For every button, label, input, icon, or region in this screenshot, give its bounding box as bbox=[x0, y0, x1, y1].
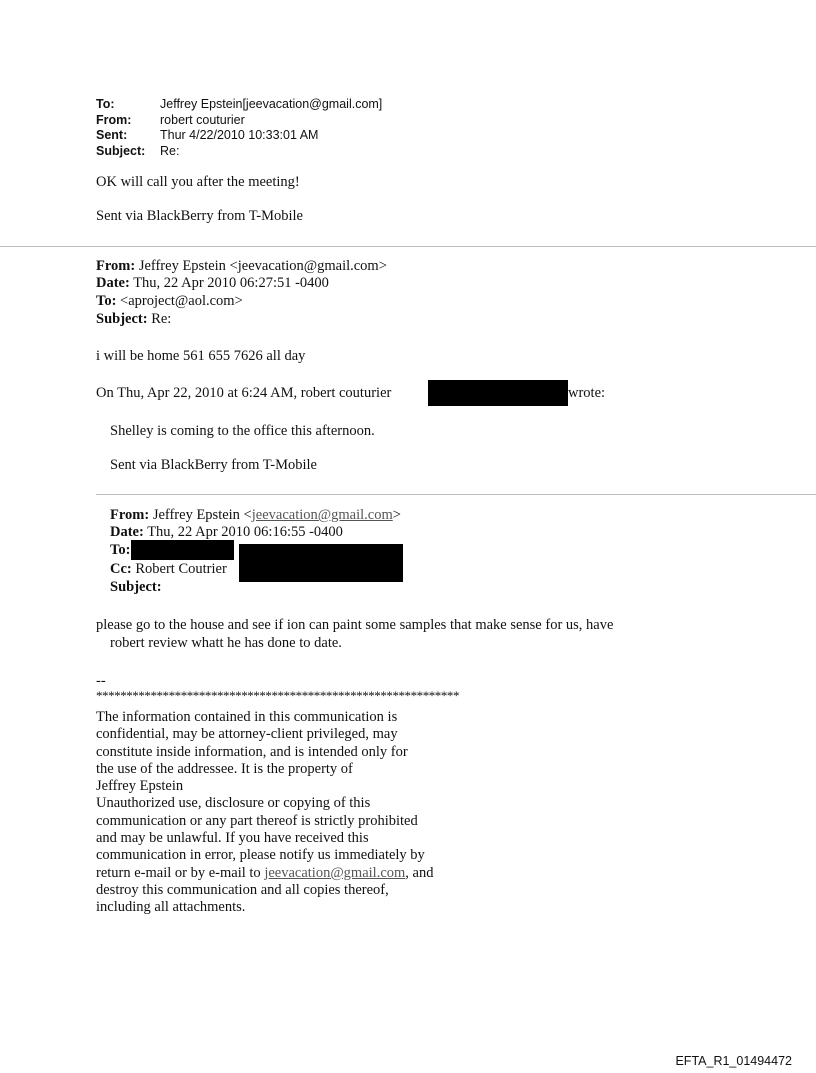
divider bbox=[0, 246, 816, 247]
msg2-to-value: <aproject@aol.com> bbox=[116, 293, 243, 309]
msg2-date-value: Thu, 22 Apr 2010 06:27:51 -0400 bbox=[129, 275, 329, 291]
msg3-to-label: To: bbox=[110, 542, 131, 558]
header-to-value: Jeffrey Epstein[jeevacation@gmail.com] bbox=[160, 97, 383, 111]
email-header bbox=[96, 97, 382, 159]
disclaimer-dashes: -- bbox=[96, 673, 106, 689]
msg3-cc-row bbox=[110, 561, 227, 578]
msg3-subject-row bbox=[110, 579, 162, 596]
msg3-date-row bbox=[110, 524, 343, 541]
msg3-from-suffix: > bbox=[392, 507, 401, 523]
msg3-body-line2: robert review whatt he has done to date. bbox=[110, 635, 342, 651]
document-id: EFTA_R1_01494472 bbox=[675, 1054, 792, 1068]
msg3-from-prefix: Jeffrey Epstein < bbox=[149, 507, 252, 523]
msg1-body: OK will call you after the meeting! bbox=[96, 174, 300, 190]
msg2-quote-prefix: On Thu, Apr 22, 2010 at 6:24 AM, robert couturier bbox=[96, 385, 392, 401]
disclaimer-line: and may be unlawful. If you have received this bbox=[96, 830, 369, 847]
msg3-to-row bbox=[110, 542, 130, 559]
msg2-subject-row bbox=[96, 311, 171, 328]
msg2-subject-value: Re: bbox=[147, 311, 172, 327]
msg2-quoted-signature: Sent via BlackBerry from T-Mobile bbox=[110, 457, 317, 473]
disclaimer-line: The information contained in this communication is bbox=[96, 709, 398, 725]
header-sent-value: Thur 4/22/2010 10:33:01 AM bbox=[160, 128, 319, 142]
msg2-quoted-body: Shelley is coming to the office this afternoon. bbox=[110, 423, 375, 439]
msg2-to-label: To: bbox=[96, 293, 117, 309]
disclaimer-line: Unauthorized use, disclosure or copying of this bbox=[96, 795, 371, 812]
msg2-quote-suffix: wrote: bbox=[568, 385, 606, 401]
msg2-from-row bbox=[96, 258, 387, 275]
disclaimer-line: confidential, may be attorney-client privileged, may bbox=[96, 726, 398, 743]
header-sent-row bbox=[96, 128, 382, 144]
msg2-date-label: Date: bbox=[96, 275, 130, 291]
divider bbox=[96, 494, 816, 495]
msg3-date-value: Thu, 22 Apr 2010 06:16:55 -0400 bbox=[143, 524, 343, 540]
header-to-label: To: bbox=[96, 97, 115, 111]
header-from-label: From: bbox=[96, 112, 132, 127]
msg3-from-label: From: bbox=[110, 507, 150, 523]
disclaimer-email-link[interactable]: jeevacation@gmail.com bbox=[264, 864, 406, 881]
header-subject-value: Re: bbox=[160, 143, 180, 158]
disclaimer-line: communication in error, please notify us immediately by bbox=[96, 847, 425, 864]
disclaimer-line: including all attachments. bbox=[96, 899, 246, 916]
msg2-subject-label: Subject: bbox=[96, 311, 148, 327]
msg3-date-label: Date: bbox=[110, 524, 144, 540]
disclaimer-line: communication or any part thereof is strictly prohibited bbox=[96, 812, 418, 829]
disclaimer-line-email bbox=[96, 865, 433, 882]
header-subject-label: Subject: bbox=[96, 143, 146, 158]
msg3-body-line1: please go to the house and see if ion can paint some samples that make sense for us, have bbox=[96, 617, 614, 633]
disclaimer-line: destroy this communication and all copies thereof, bbox=[96, 881, 389, 898]
msg2-from-label: From: bbox=[96, 258, 136, 274]
redaction-block bbox=[131, 540, 234, 560]
msg2-date-row bbox=[96, 275, 329, 292]
disclaimer-line: the use of the addressee. It is the property of bbox=[96, 760, 353, 777]
disclaimer-line: Jeffrey Epstein bbox=[96, 778, 184, 795]
disclaimer-stars: ************************************************************ bbox=[96, 688, 460, 703]
msg3-from-row bbox=[110, 507, 401, 524]
disclaimer-email-suffix: , and bbox=[405, 864, 434, 881]
msg3-subject-label: Subject: bbox=[110, 579, 162, 595]
redaction-block bbox=[428, 380, 568, 406]
redaction-block bbox=[239, 544, 403, 582]
header-from-value: robert couturier bbox=[160, 112, 245, 127]
disclaimer-text bbox=[96, 709, 433, 917]
msg3-cc-label: Cc: bbox=[110, 561, 132, 577]
disclaimer-line: constitute inside information, and is intended only for bbox=[96, 743, 408, 760]
header-to-row bbox=[96, 97, 382, 113]
msg1-signature: Sent via BlackBerry from T-Mobile bbox=[96, 208, 303, 224]
msg2-from-value: Jeffrey Epstein <jeevacation@gmail.com> bbox=[135, 258, 387, 274]
header-sent-label: Sent: bbox=[96, 128, 128, 142]
msg3-cc-value: Robert Coutrier bbox=[131, 561, 227, 577]
header-subject-row bbox=[96, 144, 382, 160]
msg3-from-email-link[interactable]: jeevacation@gmail.com bbox=[251, 507, 393, 523]
disclaimer-email-prefix: return e-mail or by e-mail to bbox=[96, 864, 265, 881]
msg2-body: i will be home 561 655 7626 all day bbox=[96, 348, 306, 364]
header-from-row bbox=[96, 113, 382, 129]
msg2-to-row bbox=[96, 293, 243, 310]
